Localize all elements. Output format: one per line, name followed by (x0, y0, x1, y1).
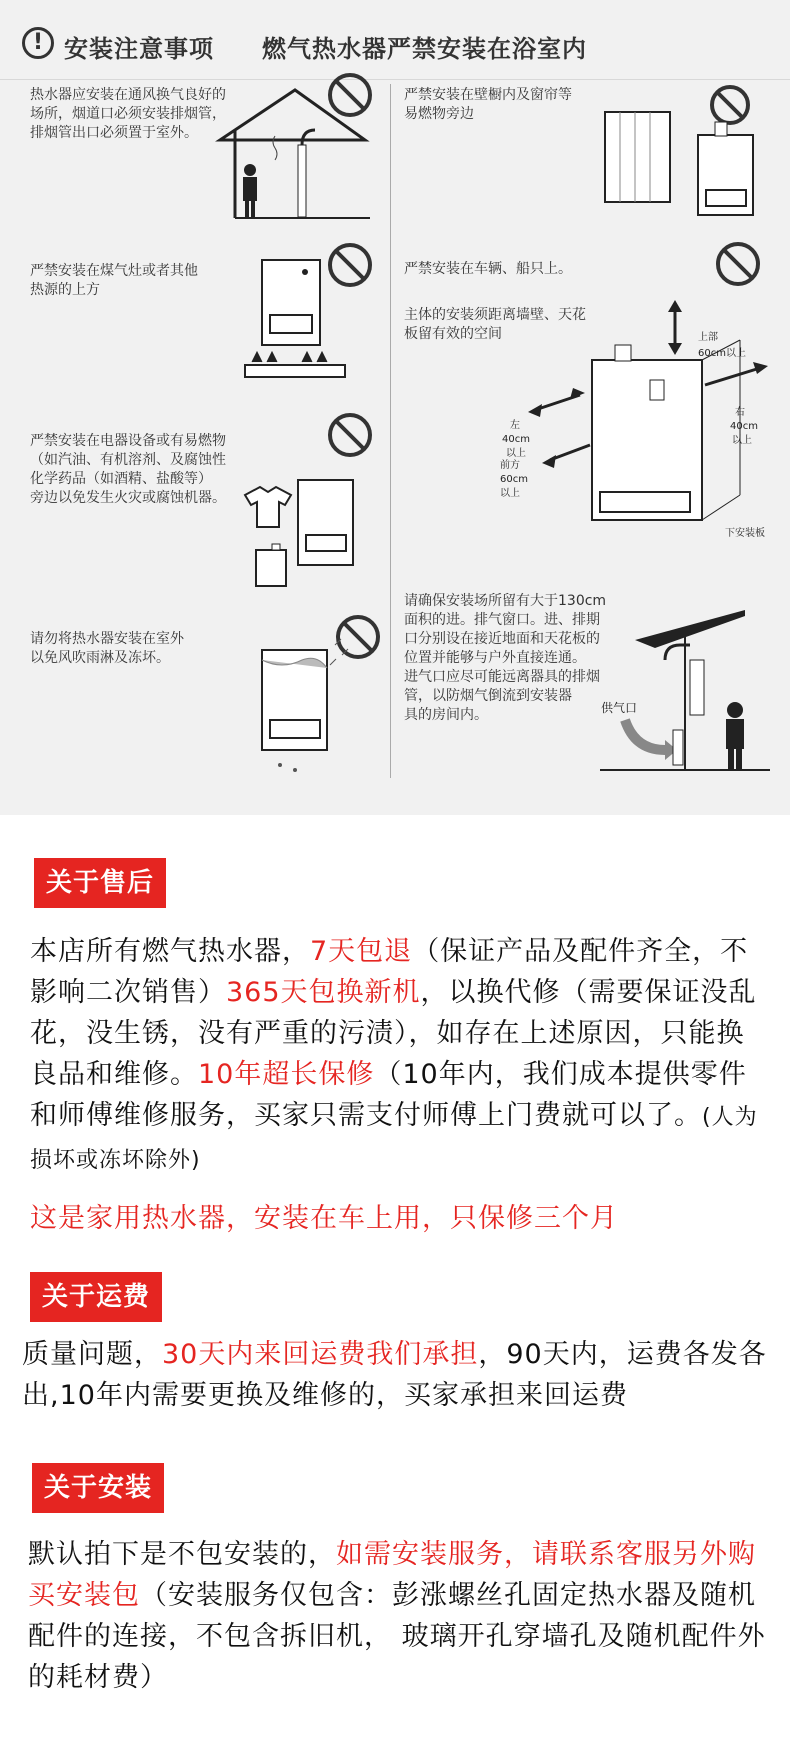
column-divider (390, 84, 391, 778)
no-symbol-icon (712, 87, 748, 123)
shipping-part-2: ，90天内，运费各发各出,10年内需要更换及维修的，买家承担来回运费 (22, 1339, 767, 1411)
front-arrow-icon (542, 445, 590, 468)
note-flammables: 严禁安装在电器设备或有易燃物 （如汽油、有机溶剂、及腐蚀性 化学药品（如酒精、盐酸等） 旁边以免发生火灾或腐蚀机器。 (30, 433, 226, 506)
note-vehicle: 严禁安装在车辆、船只上。 (404, 261, 572, 277)
clearance-diagram (500, 300, 778, 550)
after-sales-badge: 关于售后 (34, 858, 166, 908)
no-symbol-icon (330, 415, 370, 455)
note-air-window: 请确保安装场所留有大于130cm 面积的进。排气窗口。进、排期 口分别设在接近地面和天花板的 位置并能够与户外直接连通。 进气口应尽可能远离器具的排烟 管，以防烟气倒流到安装器 具的房间内。 (404, 593, 607, 723)
left-clearance: 40cm (502, 434, 530, 445)
after-sales-part-4: （10年内，我们成本提供零件和师傅维修服务，买家只需支付师傅上门费就可以了。 (30, 1059, 747, 1131)
left-label: 左 (510, 420, 520, 431)
note-outdoor: 请勿将热水器安装在室外 以免风吹雨淋及冻坏。 (30, 631, 184, 666)
air-supply-illustration (595, 600, 775, 775)
warranty-highlight: 10年超长保修 (198, 1059, 375, 1090)
shipping-badge: 关于运费 (30, 1272, 162, 1322)
installation-text (28, 1534, 768, 1698)
installation-notes-panel (0, 0, 790, 815)
right-arrow-icon (705, 362, 768, 385)
installation-part-1: 默认拍下是不包安装的， (28, 1539, 336, 1570)
after-sales-part-3: ，以换代修（需要保证没乱花，没生锈，没有严重的污渍），如存在上述原因，只能换良品和维修。 (30, 977, 757, 1090)
no-symbol-icon (330, 75, 370, 115)
outdoor-heater-illustration (250, 615, 385, 785)
house-chimney-illustration (200, 70, 380, 220)
curtain-illustration (600, 90, 780, 220)
up-arrow-icon (668, 300, 682, 355)
bottom-plate-label: 下安装板 (725, 528, 765, 539)
after-sales-text (30, 931, 770, 1181)
vehicle-warranty-note: 这是家用热水器，安装在车上用，只保修三个月 (30, 1203, 618, 1234)
note-ventilation: 热水器应安装在通风换气良好的 场所，烟道口必须安装排烟管， 排烟管出口必须置于室外。 (30, 87, 226, 141)
left-above: 以上 (506, 448, 526, 459)
installation-highlight: 如需安装服务，请联系客服另外购买安装包 (28, 1539, 756, 1611)
installation-part-2: （安装服务仅包含：彭涨螺丝孔固定热水器及随机配件的连接，不包含拆旧机， 玻璃开孔穿墙孔及随机配件外的耗材费） (28, 1580, 766, 1693)
shipping-text (22, 1334, 772, 1416)
return-policy-highlight: 7天包退 (310, 936, 413, 967)
left-arrow-icon (528, 388, 585, 417)
top-label: 上部 (698, 332, 718, 343)
installation-badge: 关于安装 (32, 1463, 164, 1513)
note-clearance: 主体的安装须距离墙壁、天花 板留有效的空间 (404, 307, 586, 342)
front-clearance: 60cm (500, 474, 528, 485)
front-label: 前方 (500, 460, 520, 471)
shipping-highlight: 30天内来回运费我们承担 (162, 1339, 479, 1370)
shipping-part-1: 质量问题， (22, 1339, 162, 1370)
top-clearance: 60cm以上 (698, 348, 746, 359)
exchange-policy-highlight: 365天包换新机 (226, 977, 421, 1008)
front-above: 以上 (500, 488, 520, 499)
note-stove: 严禁安装在煤气灶或者其他 热源的上方 (30, 263, 198, 298)
no-symbol-icon (330, 245, 370, 285)
panel-title: 安装注意事项 (64, 35, 214, 63)
after-sales-exclusion: (人为损坏或冻坏除外) (30, 1105, 758, 1173)
right-label: 右 (735, 407, 745, 418)
note-curtain: 严禁安装在壁橱内及窗帘等 易燃物旁边 (404, 87, 572, 122)
after-sales-part-2: （保证产品及配件齐全，不影响二次销售） (30, 936, 749, 1008)
vehicle-no-illustration (710, 240, 770, 290)
stove-illustration (240, 240, 390, 390)
right-above: 以上 (732, 435, 752, 446)
after-sales-part-1: 本店所有燃气热水器， (30, 936, 310, 967)
flammables-illustration (240, 410, 390, 590)
panel-header (0, 0, 790, 80)
right-clearance: 40cm (730, 421, 758, 432)
no-symbol-icon (338, 617, 378, 657)
warning-icon: ! (22, 27, 54, 59)
no-symbol-icon (718, 244, 758, 284)
panel-subtitle: 燃气热水器严禁安装在浴室内 (262, 35, 587, 63)
air-supply-label: 供气口 (601, 701, 638, 715)
